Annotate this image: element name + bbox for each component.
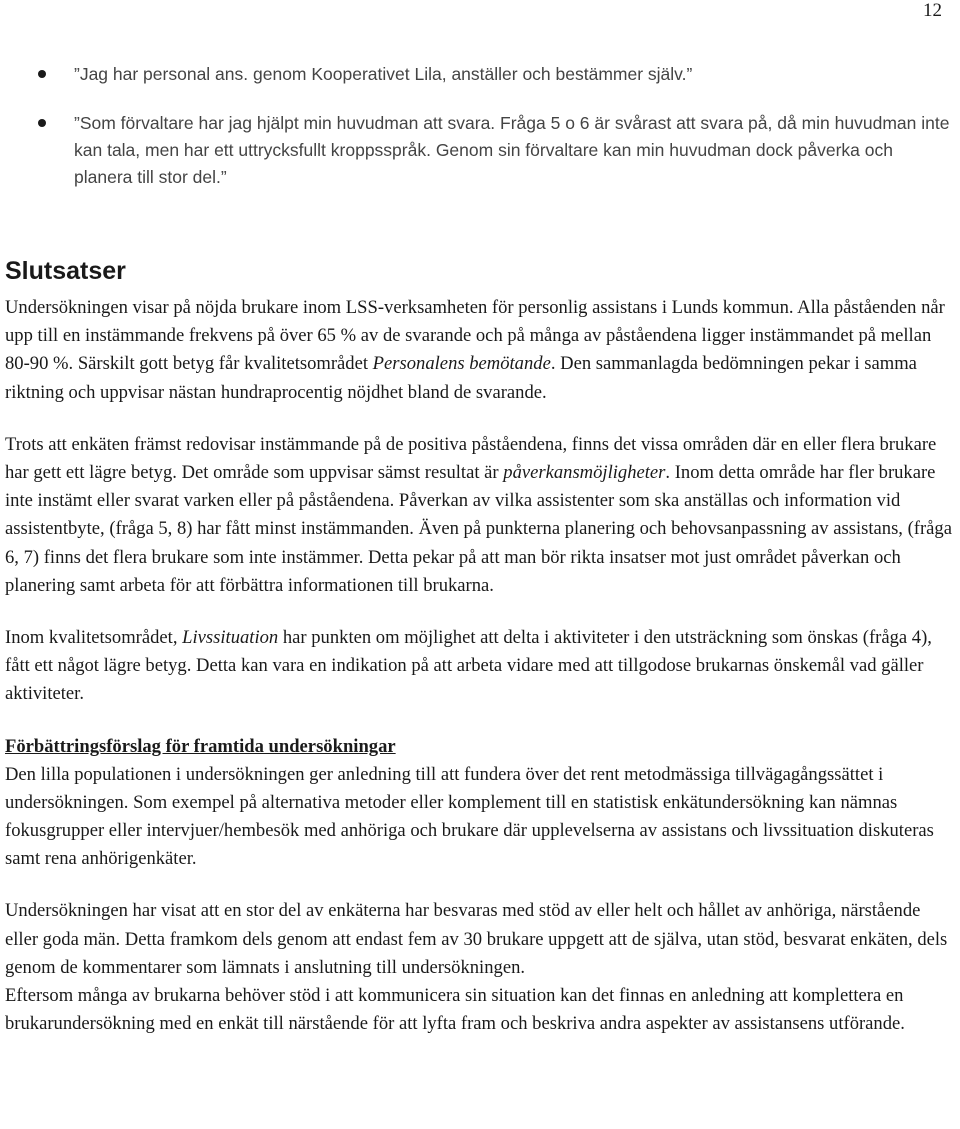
improvement-paragraph-1: Den lilla populationen i undersökningen ger anledning till att fundera över det rent metodmässiga tillvägagångssättet i undersökningen. Som exempel på alternativa metoder eller komplement till en statistisk enkätundersökning kan nämnas fokusgrupper eller intervjuer/hembesök med anhöriga och brukare där upplevelserna av assistans och livssituation diskuteras samt rena anhörigenkäter. — [5, 763, 934, 870]
text-run: har punkten om möjlighet att delta i aktiviteter i den utsträckning som önskas (fråga 4), fått ett något lägre betyg. Detta kan vara en indikation på att arbeta vidare med att tillgodose brukarnas önskemål vad gäller aktiviteter. — [5, 627, 932, 705]
quote-bullet-list — [0, 61, 960, 191]
text-run: Inom kvalitetsområdet, — [5, 627, 183, 649]
improvement-paragraph-2: Undersökningen har visat att en stor del av enkäterna har besvaras med stöd av eller helt och hållet av anhöriga, närstående eller goda män. Detta framkom dels genom att endast fem av 30 brukare uppgett att de själva, utan stöd, besvarat enkäten, dels genom de kommentarer som lämnats i anslutning till undersökningen. — [5, 900, 948, 978]
improvement-paragraph-3: Eftersom många av brukarna behöver stöd i att kommunicera sin situation kan det finnas en anledning att komplettera en brukarundersökning med en enkät till närstående för att lyfta fram och beskriva andra aspekter av assistansens utförande. — [5, 985, 905, 1035]
text-run: . Den sammanlagda bedömningen pekar i samma riktning och uppvisar nästan hundraprocentig nöjdhet bland de svarande. — [5, 353, 917, 403]
conclusions-paragraph-3 — [5, 624, 957, 709]
text-run: . Inom detta område har fler brukare inte instämt eller svarat varken eller på påståendena. Påverkan av vilka assistenter som ska anställas och information vid assistentbyte, (fråga 5, 8) har fått minst instämmanden. Även på punkterna planering och behovsanpassning av assistans, (fråga 6, 7) finns det flera brukare som inte instämmer. Detta pekar på att man bör rikta insatser mot just området påverkan och planering samt arbeta för att förbättra informationen till brukarna. — [5, 462, 952, 596]
section-heading-forbattringsforslag: Förbättringsförslag för framtida undersökningar — [5, 735, 396, 757]
bullet-dot-icon — [38, 70, 46, 78]
quote-bullet-item — [0, 61, 960, 88]
quote-bullet-item — [0, 110, 960, 191]
text-run: Trots att enkäten främst redovisar instämmande på de positiva påståendena, finns det vissa områden där en eller flera brukare har gett ett lägre betyg. Det område som uppvisar sämst resultat är — [5, 433, 937, 484]
conclusions-paragraph-2 — [5, 431, 957, 600]
italic-term: Personalens bemötande — [372, 353, 551, 375]
page-number: 12 — [923, 0, 942, 21]
section-heading-slutsatser: Slutsatser — [5, 257, 126, 285]
text-run: Undersökningen visar på nöjda brukare inom LSS-verksamheten för personlig assistans i Lunds kommun. Alla påståenden når upp till en instämmande frekvens på över 65 % av de svarande och på många av påståendena ligger instämmandet på mellan 80-90 %. Särskilt gott betyg får kvalitetsområdet — [5, 297, 945, 375]
quote-text: ”Som förvaltare har jag hjälpt min huvudman att svara. Fråga 5 o 6 är svårast att svara på, då min huvudman inte kan tala, men har ett uttrycksfullt kroppsspråk. Genom sin förvaltare kan min huvudman dock påverka och planera till stor del.” — [74, 113, 950, 187]
bullet-dot-icon — [38, 119, 46, 127]
quote-text: ”Jag har personal ans. genom Kooperativet Lila, anställer och bestämmer själv.” — [74, 64, 693, 84]
italic-term: påverkansmöjligheter — [503, 462, 666, 484]
conclusions-paragraph-1 — [5, 294, 957, 407]
document-body — [5, 254, 957, 1038]
italic-term: Livssituation — [182, 627, 279, 649]
